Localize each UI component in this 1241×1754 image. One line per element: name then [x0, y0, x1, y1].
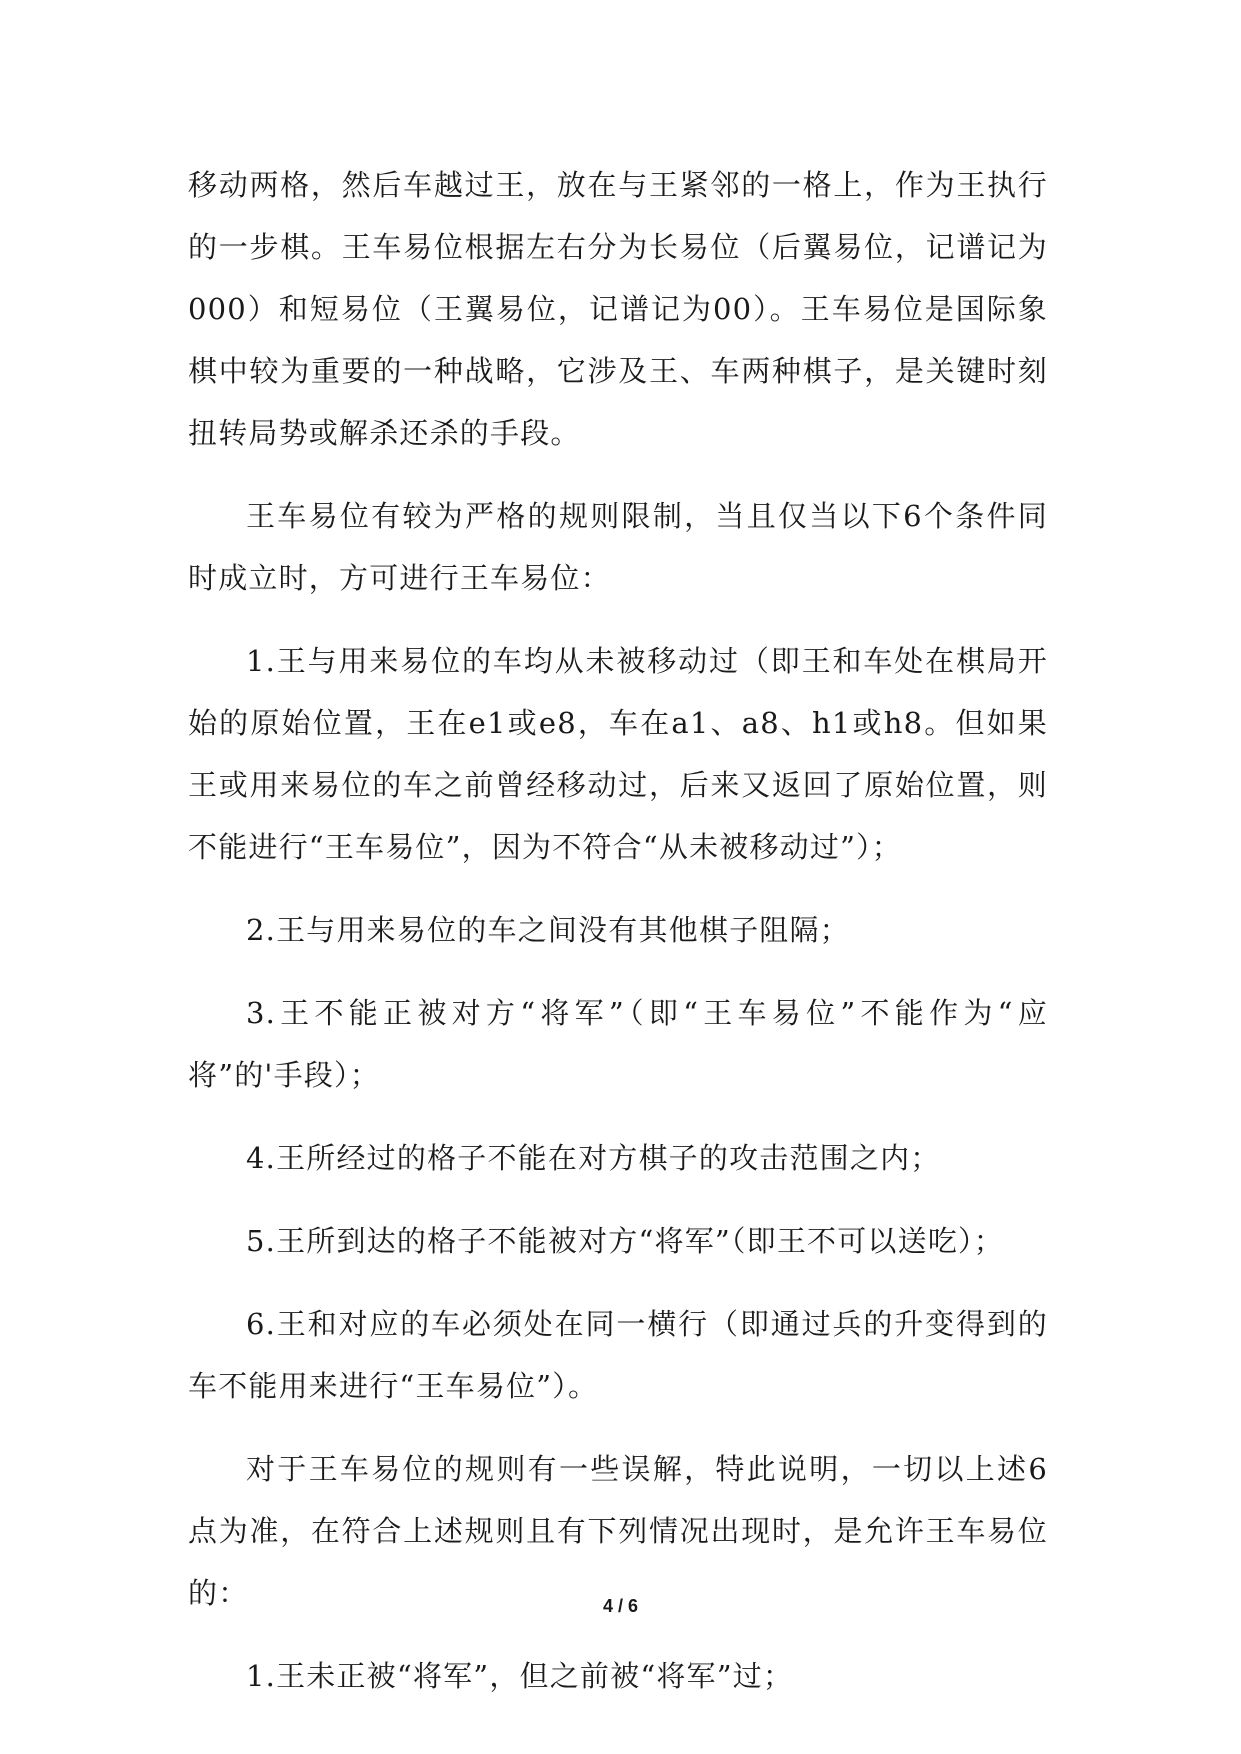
condition-1-unmoved-pieces: 1.王与用来易位的车均从未被移动过（即王和车处在棋局开始的原始位置，王在e1或e8，车在a1、a8、h1或h8。但如果王或用来易位的车之前曾经移动过，后来又返回了原始位置，则不能进行“王车易位”，因为不符合“从未被移动过”）； [188, 644, 1048, 864]
condition-4-passing-squares-safe: 4.王所经过的格子不能在对方棋子的攻击范围之内； [246, 1141, 941, 1175]
condition-3-not-in-check: 3.王不能正被对方“将军”（即“王车易位”不能作为“应将”的'手段）； [188, 996, 1048, 1092]
condition-5-destination-safe: 5.王所到达的格子不能被对方“将军”（即王不可以送吃）； [246, 1224, 1004, 1258]
paragraph-castling-conditions-intro: 王车易位有较为严格的规则限制，当且仅当以下6个条件同时成立时，方可进行王车易位： [188, 499, 1048, 595]
paragraph-misunderstandings: 对于王车易位的规则有一些误解，特此说明，一切以上述6点为准，在符合上述规则且有下列情况出现时，是允许王车易位的： [188, 1452, 1048, 1610]
condition-6-same-rank: 6.王和对应的车必须处在同一横行（即通过兵的升变得到的车不能用来进行“王车易位”）。 [188, 1307, 1048, 1403]
condition-2-no-blocking-pieces: 2.王与用来易位的车之间没有其他棋子阻隔； [246, 913, 850, 947]
document-body [188, 154, 1048, 1728]
paragraph-castling-definition: 移动两格，然后车越过王，放在与王紧邻的一格上，作为王执行的一步棋。王车易位根据左右分为长易位（后翼易位，记谱记为000）和短易位（王翼易位，记谱记为00）。王车易位是国际象棋中较为重要的一种战略，它涉及王、车两种棋子，是关键时刻扭转局势或解杀还杀的手段。 [188, 168, 1048, 450]
allowed-case-1-previous-check: 1.王未正被“将军”，但之前被“将军”过； [246, 1659, 794, 1693]
page-number: 4 / 6 [602, 1596, 639, 1616]
